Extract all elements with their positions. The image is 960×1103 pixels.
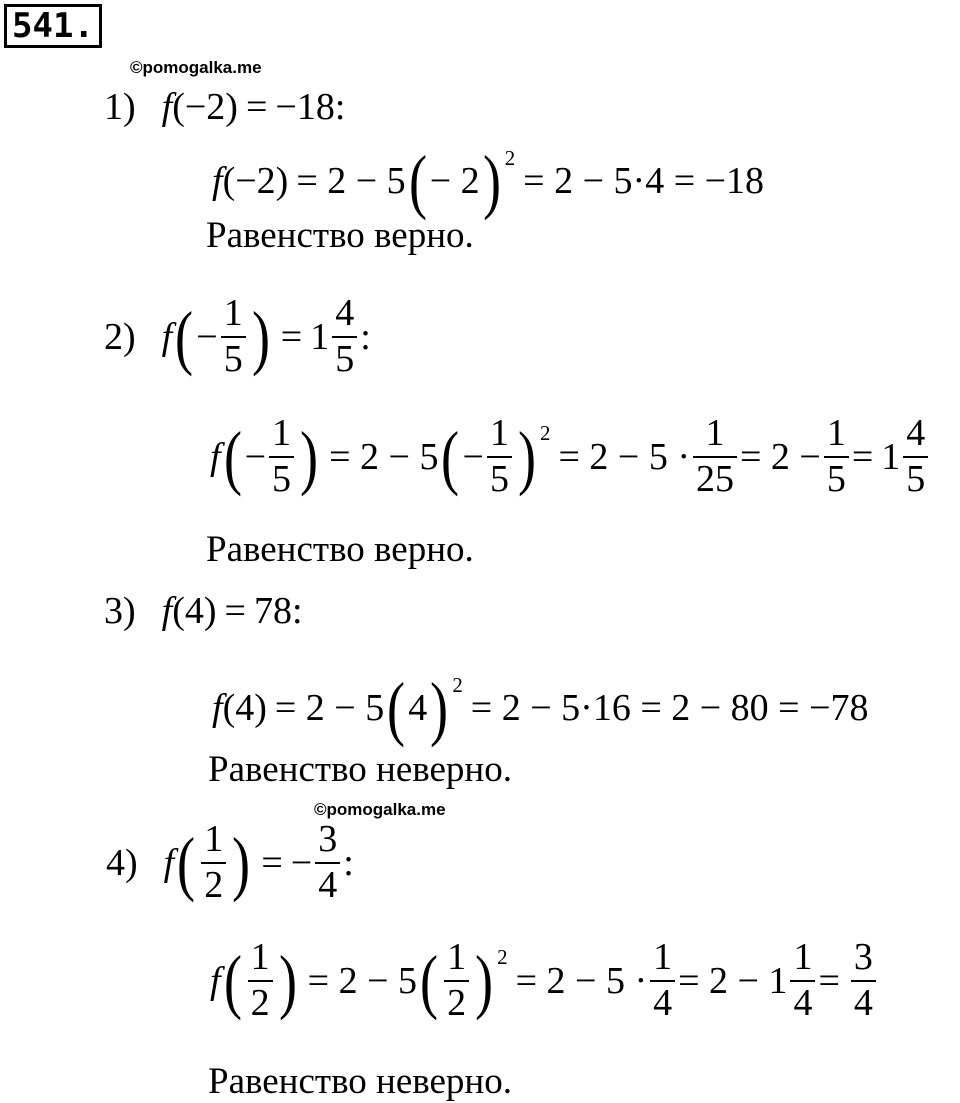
item-4-statement: 4) f ( $\frac{1}{2}$ ) = − $\frac{3}{4}$ : (106, 818, 354, 906)
item-3-result: Равенство неверно. (208, 749, 512, 790)
item-3-statement: 3) f (4) = 78 : (104, 590, 303, 632)
item-3-calculation: f (4) = 2 − 5 ( 4 ) 2 = 2 − 5·16 = 2 − 80 = −78 (212, 668, 869, 748)
item-2-statement: 2) f ( − $\frac{1}{5}$ ) = 1 $\frac{4}{5}$ : (104, 292, 371, 380)
item-2-result: Равенство верно. (206, 529, 474, 570)
item-4-calculation: f ( $\frac{1}{2}$ ) = 2 − 5 ( $\frac{1}{2}$ ) 2 = 2 − 5 · $\frac{1}{4}$ = 2 − 1 $\frac{1}{4}$ = $\frac{3}{4}$ (210, 936, 879, 1025)
problem-number: 541. (4, 4, 102, 48)
item-4-result: Равенство неверно. (208, 1061, 512, 1102)
watermark: ©pomogalka.me (130, 58, 262, 77)
item-1-result: Равенство верно. (206, 215, 474, 256)
watermark: ©pomogalka.me (314, 800, 446, 819)
item-2-calculation: f ( − $\frac{1}{5}$ ) = 2 − 5 ( − $\frac{1}{5}$ ) 2 = 2 − 5 · $\frac{1}{25}$ = 2 − $\frac{1}{5}$ = 1 $\frac{4}{5}$ (210, 412, 931, 501)
item-1-statement: 1) f (−2) = −18 : (104, 86, 346, 128)
item-1-calculation: f (−2) = 2 − 5 ( − 2 ) 2 = 2 − 5·4 = −18 (212, 141, 765, 221)
